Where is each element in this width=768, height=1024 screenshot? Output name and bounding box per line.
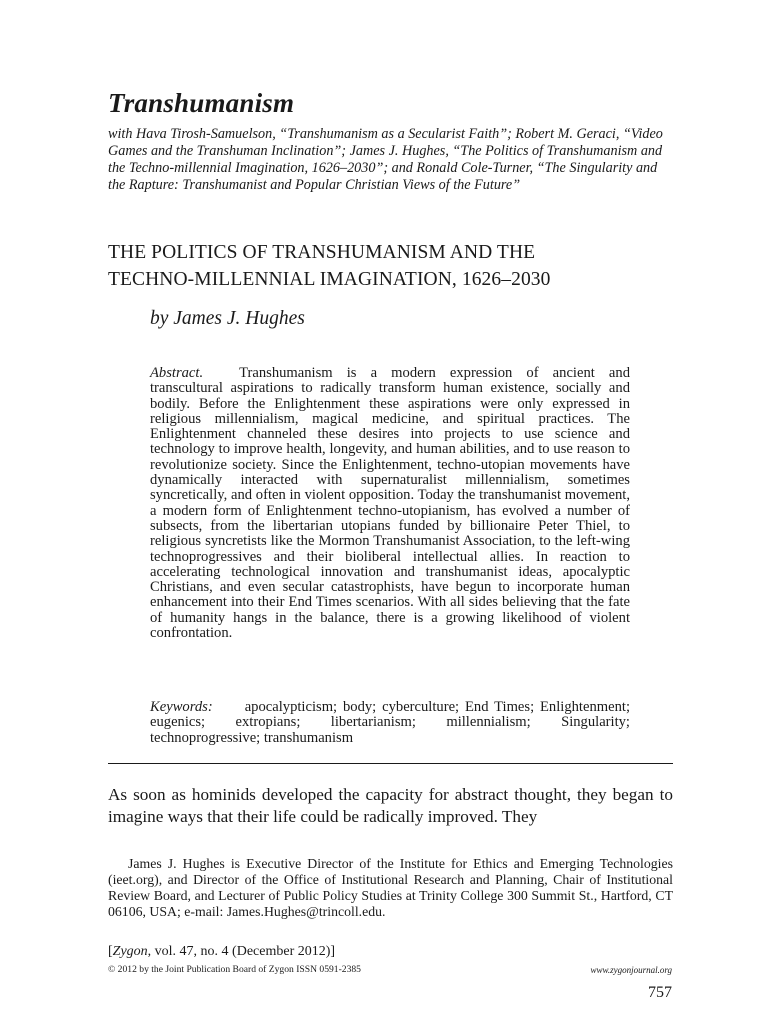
article-title-line-2: TECHNO-MILLENNIAL IMAGINATION, 1626–2030	[108, 269, 551, 290]
series-contributors: with Hava Tirosh-Samuelson, “Transhumanism as a Secularist Faith”; Robert M. Geraci, “Video Games and the Transhuman Inclination”; James J. Hughes, “The Politics of Transhumanism and the Techno-millennial Imagination, 1626–2030”; and Ronald Cole-Turner, “The Singularity and the Rapture: Transhumanist and Popular Christian Views of the Future”	[108, 126, 663, 193]
copyright-notice: © 2012 by the Joint Publication Board of Zygon ISSN 0591-2385	[108, 964, 361, 975]
journal-url[interactable]: www.zygonjournal.org	[590, 965, 672, 975]
author-byline: by James J. Hughes	[150, 308, 305, 329]
page-number: 757	[648, 984, 672, 1001]
keywords	[150, 700, 630, 746]
keywords-text: apocalypticism; body; cyberculture; End Times; Enlightenment; eugenics; extropians; libertarianism; millennialism; Singularity; technoprogressive; transhumanism	[150, 699, 630, 746]
abstract-label: Abstract.	[150, 365, 204, 381]
abstract	[150, 366, 630, 641]
author-footnote: James J. Hughes is Executive Director of the Institute for Ethics and Emerging Technologies (ieet.org), and Director of the Office of Institutional Research and Planning, Chair of Institutional Review Board, and Lecturer of Public Policy Studies at Trinity College 300 Summit St., Hartford, CT 06106, USA; e-mail: James.Hughes@trincoll.edu.	[108, 856, 673, 919]
series-title: Transhumanism	[108, 88, 295, 118]
section-divider	[108, 763, 673, 764]
journal-volume-info: , vol. 47, no. 4 (December 2012)]	[147, 944, 336, 959]
journal-name: Zygon	[112, 944, 148, 959]
citation-open-bracket: [	[108, 944, 113, 959]
body-opening-paragraph: As soon as hominids developed the capacity for abstract thought, they began to imagine ways that their life could be radically improved. They	[108, 785, 673, 826]
keywords-label: Keywords:	[150, 699, 213, 715]
article-title-line-1: THE POLITICS OF TRANSHUMANISM AND THE	[108, 242, 536, 263]
journal-citation	[108, 944, 335, 960]
abstract-text: Transhumanism is a modern expression of ancient and transcultural aspirations to radically transform human existence, socially and bodily. Before the Enlightenment these aspirations were only expressed in religious millennialism, magical medicine, and spiritual practices. The Enlightenment channeled these desires into projects to use science and technology to improve health, longevity, and human abilities, and to use reason to revolutionize society. Since the Enlightenment, techno-utopian movements have dynamically interacted with supernaturalist millennialism, sometimes syncretically, and often in violent opposition. Today the transhumanist movement, a modern form of Enlightenment techno-utopianism, has evolved a number of subsects, from the libertarian utopians funded by billionaire Peter Thiel, to religious syncretists like the Mormon Transhumanist Association, to the left-wing technoprogressives and their bioliberal intellectual allies. In reaction to accelerating technological innovation and transhumanist ideas, apocalyptic Christians, and even secular catastrophists, have begun to incorporate human enhancement into their End Times scenarios. With all sides believing that the fate of humanity hangs in the balance, there is a growing likelihood of violent confrontation.	[150, 365, 630, 642]
article-title	[108, 239, 673, 293]
